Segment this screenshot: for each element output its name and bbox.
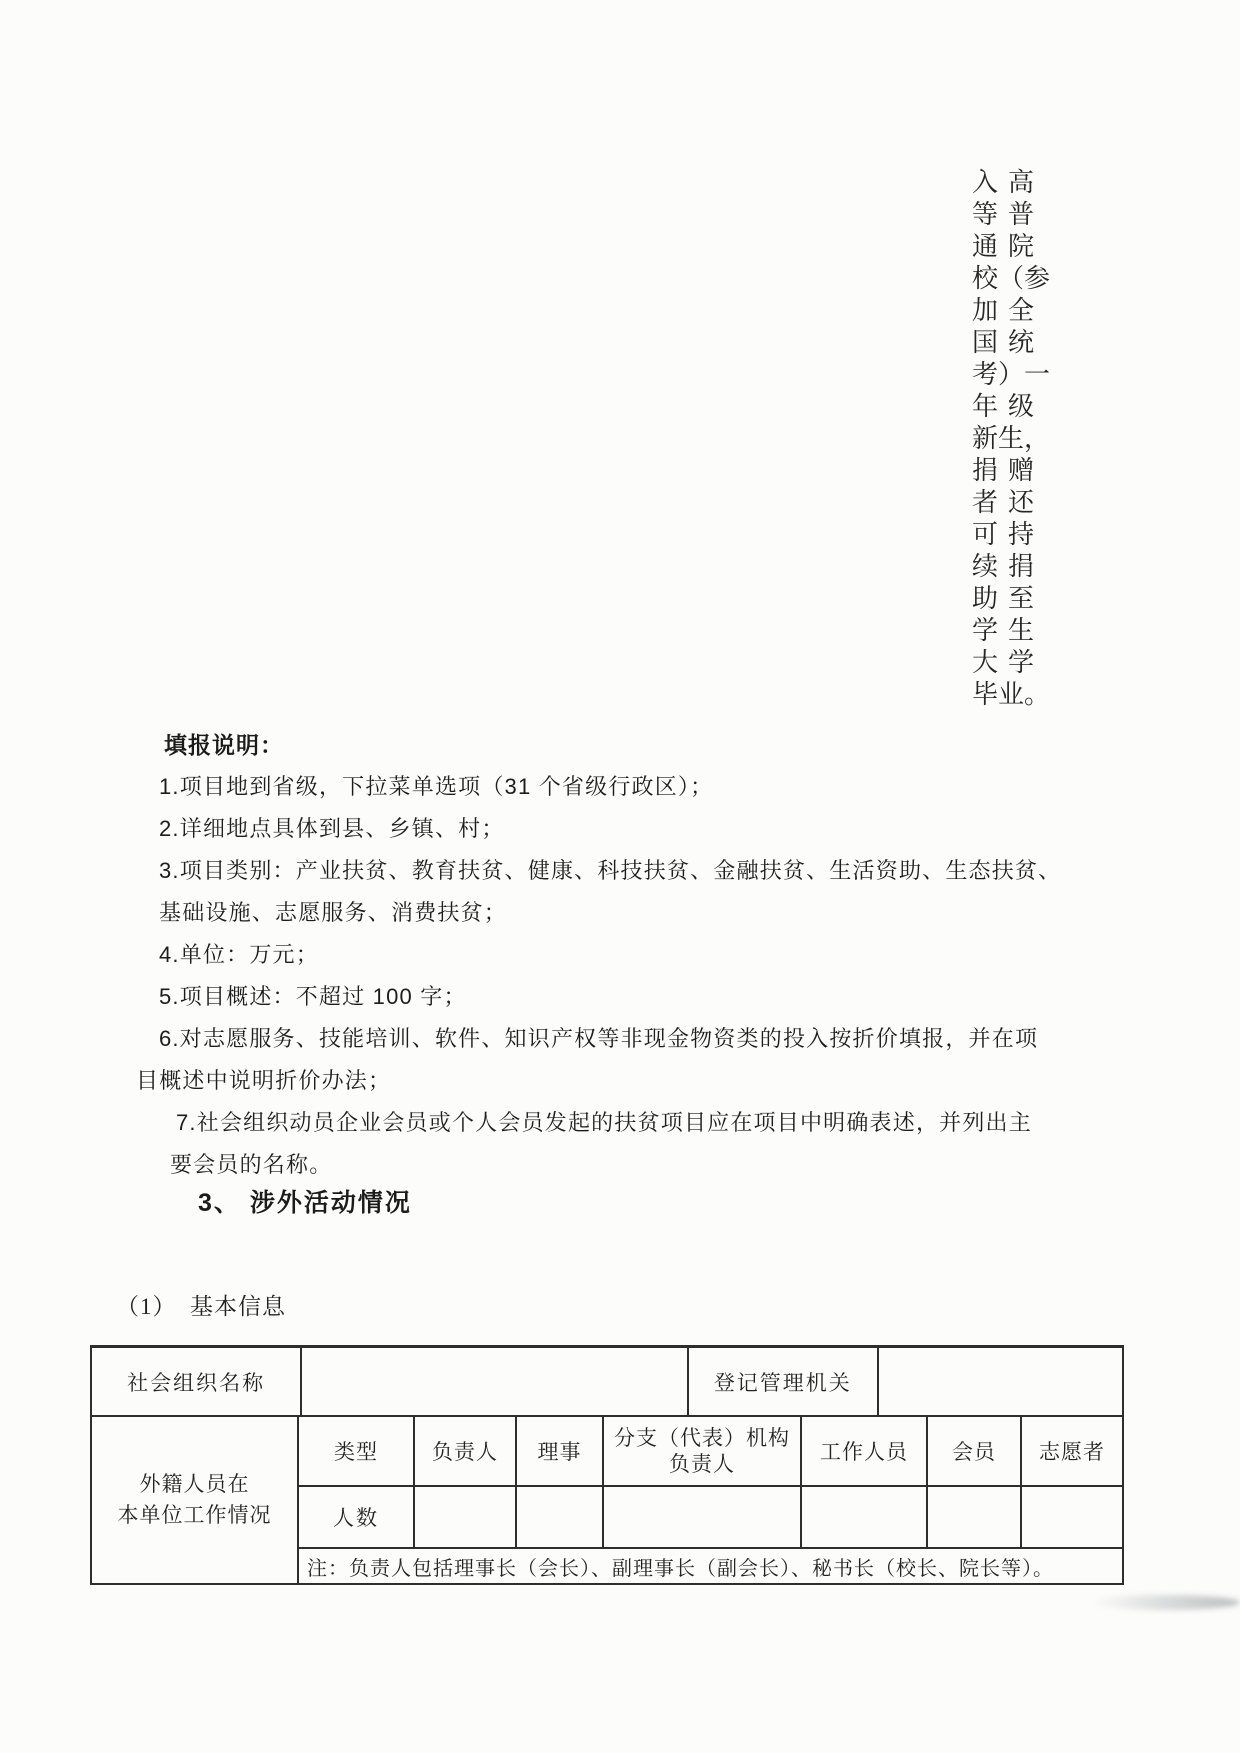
vnote-char: 一 bbox=[1024, 360, 1051, 389]
vnote-char: 年 bbox=[972, 392, 999, 421]
vnote-char: （参 bbox=[998, 264, 1051, 293]
count-row bbox=[299, 1487, 1122, 1549]
vnote-char: 续 bbox=[972, 552, 999, 581]
count-value-cell bbox=[604, 1487, 802, 1549]
vnote-char: 普 bbox=[1007, 200, 1034, 229]
vnote-char: 赠 bbox=[1007, 456, 1034, 485]
col-header-staff: 工作人员 bbox=[802, 1417, 928, 1487]
instruction-line: 1.项目地到省级，下拉菜单选项（31 个省级行政区）； bbox=[159, 774, 714, 799]
count-value-cell bbox=[802, 1487, 928, 1549]
vertical-note-line bbox=[972, 424, 1051, 456]
vertical-note-line bbox=[972, 520, 1034, 552]
instruction-line: 7.社会组织动员企业会员或个人会员发起的扶贫项目应在项目中明确表述，并列出主 bbox=[176, 1110, 1032, 1135]
subsection-heading: （1） 基本信息 bbox=[116, 1294, 286, 1319]
vnote-char: 考） bbox=[972, 360, 1025, 389]
foreign-staff-label-line: 外籍人员在 bbox=[139, 1472, 250, 1496]
vnote-char: 学 bbox=[1007, 648, 1034, 677]
note-row bbox=[299, 1549, 1122, 1583]
col-header-branch-line: 分支（代表）机构 bbox=[614, 1426, 790, 1450]
vertical-note-line bbox=[972, 680, 1051, 712]
vnote-char: 生， bbox=[998, 424, 1051, 453]
col-header-person-in-charge: 负责人 bbox=[415, 1417, 517, 1487]
instruction-line: 要会员的名称。 bbox=[170, 1152, 333, 1177]
table-right-block bbox=[299, 1417, 1122, 1583]
vertical-note-line bbox=[972, 392, 1034, 424]
vnote-char: 国 bbox=[972, 328, 999, 357]
vertical-note-line bbox=[972, 552, 1034, 584]
vertical-note-line bbox=[972, 168, 1034, 200]
instruction-line: 5.项目概述：不超过 100 字； bbox=[159, 984, 467, 1009]
vnote-char: 助 bbox=[972, 584, 999, 613]
col-header-branch-head bbox=[604, 1417, 802, 1487]
scan-smudge bbox=[1090, 1595, 1240, 1610]
vertical-note-line bbox=[972, 296, 1034, 328]
registration-authority-label-cell: 登记管理机关 bbox=[689, 1348, 879, 1417]
vnote-char: 毕 bbox=[972, 680, 999, 709]
vertical-note-line bbox=[972, 360, 1051, 392]
col-header-type: 类型 bbox=[299, 1417, 415, 1487]
instruction-line: 4.单位：万元； bbox=[159, 942, 319, 967]
vnote-char: 者 bbox=[972, 488, 999, 517]
vnote-char: 捐 bbox=[972, 456, 999, 485]
vnote-char: 等 bbox=[972, 200, 999, 229]
filling-instructions bbox=[132, 724, 1072, 1186]
vnote-char: 生 bbox=[1007, 616, 1034, 645]
vnote-char: 学 bbox=[972, 616, 999, 645]
vnote-char: 业。 bbox=[998, 680, 1051, 709]
count-value-cell bbox=[415, 1487, 517, 1549]
vertical-note bbox=[972, 168, 1051, 712]
foreign-staff-label-line: 本单位工作情况 bbox=[117, 1503, 272, 1527]
foreign-staff-label-cell bbox=[92, 1417, 299, 1583]
vnote-char: 至 bbox=[1007, 584, 1034, 613]
vnote-char: 级 bbox=[1007, 392, 1034, 421]
vnote-char: 院 bbox=[1007, 232, 1034, 261]
vnote-char: 持 bbox=[1007, 520, 1034, 549]
instruction-line: 基础设施、志愿服务、消费扶贫； bbox=[159, 900, 508, 925]
count-value-cell bbox=[928, 1487, 1022, 1549]
vnote-char: 新 bbox=[972, 424, 999, 453]
col-header-branch-line: 负责人 bbox=[669, 1452, 735, 1476]
vnote-char: 全 bbox=[1007, 296, 1034, 325]
instruction-line: 3.项目类别：产业扶贫、教育扶贫、健康、科技扶贫、金融扶贫、生活资助、生态扶贫、 bbox=[159, 858, 1062, 883]
instruction-line: 目概述中说明折价办法； bbox=[136, 1068, 392, 1093]
instruction-line: 2.详细地点具体到县、乡镇、村； bbox=[159, 816, 505, 841]
section-heading: 3、 涉外活动情况 bbox=[198, 1189, 412, 1217]
col-header-member: 会员 bbox=[928, 1417, 1022, 1487]
table-row bbox=[92, 1348, 1122, 1417]
col-header-director: 理事 bbox=[517, 1417, 604, 1487]
vnote-char: 可 bbox=[972, 520, 999, 549]
count-value-cell bbox=[1022, 1487, 1122, 1549]
table-body bbox=[92, 1417, 1122, 1583]
count-row-label-cell: 人数 bbox=[299, 1487, 415, 1549]
org-name-label-cell: 社会组织名称 bbox=[92, 1348, 302, 1417]
vnote-char: 通 bbox=[972, 232, 999, 261]
vnote-char: 还 bbox=[1007, 488, 1034, 517]
vertical-note-line bbox=[972, 616, 1034, 648]
vertical-note-line bbox=[972, 328, 1034, 360]
vnote-char: 大 bbox=[972, 648, 999, 677]
vertical-note-line bbox=[972, 648, 1034, 680]
vnote-char: 高 bbox=[1007, 168, 1034, 197]
vertical-note-line bbox=[972, 456, 1034, 488]
vnote-char: 统 bbox=[1007, 328, 1034, 357]
table-note-cell: 注：负责人包括理事长（会长）、副理事长（副会长）、秘书长（校长、院长等）。 bbox=[307, 1557, 1054, 1580]
vertical-note-line bbox=[972, 488, 1034, 520]
count-value-cell bbox=[517, 1487, 604, 1549]
vertical-note-line bbox=[972, 584, 1034, 616]
vnote-char: 校 bbox=[972, 264, 999, 293]
vnote-char: 入 bbox=[972, 168, 999, 197]
basic-info-table bbox=[90, 1345, 1124, 1585]
vnote-char: 捐 bbox=[1007, 552, 1034, 581]
registration-authority-value-cell bbox=[879, 1348, 1122, 1417]
col-header-volunteer: 志愿者 bbox=[1022, 1417, 1122, 1487]
table-header-row bbox=[299, 1417, 1122, 1487]
instruction-line: 6.对志愿服务、技能培训、软件、知识产权等非现金物资类的投入按折价填报，并在项 bbox=[159, 1026, 1039, 1051]
vertical-note-line bbox=[972, 200, 1034, 232]
vertical-note-line bbox=[972, 232, 1034, 264]
vnote-char: 加 bbox=[972, 296, 999, 325]
instructions-title: 填报说明： bbox=[164, 732, 284, 758]
org-name-value-cell bbox=[302, 1348, 689, 1417]
vertical-note-line bbox=[972, 264, 1051, 296]
